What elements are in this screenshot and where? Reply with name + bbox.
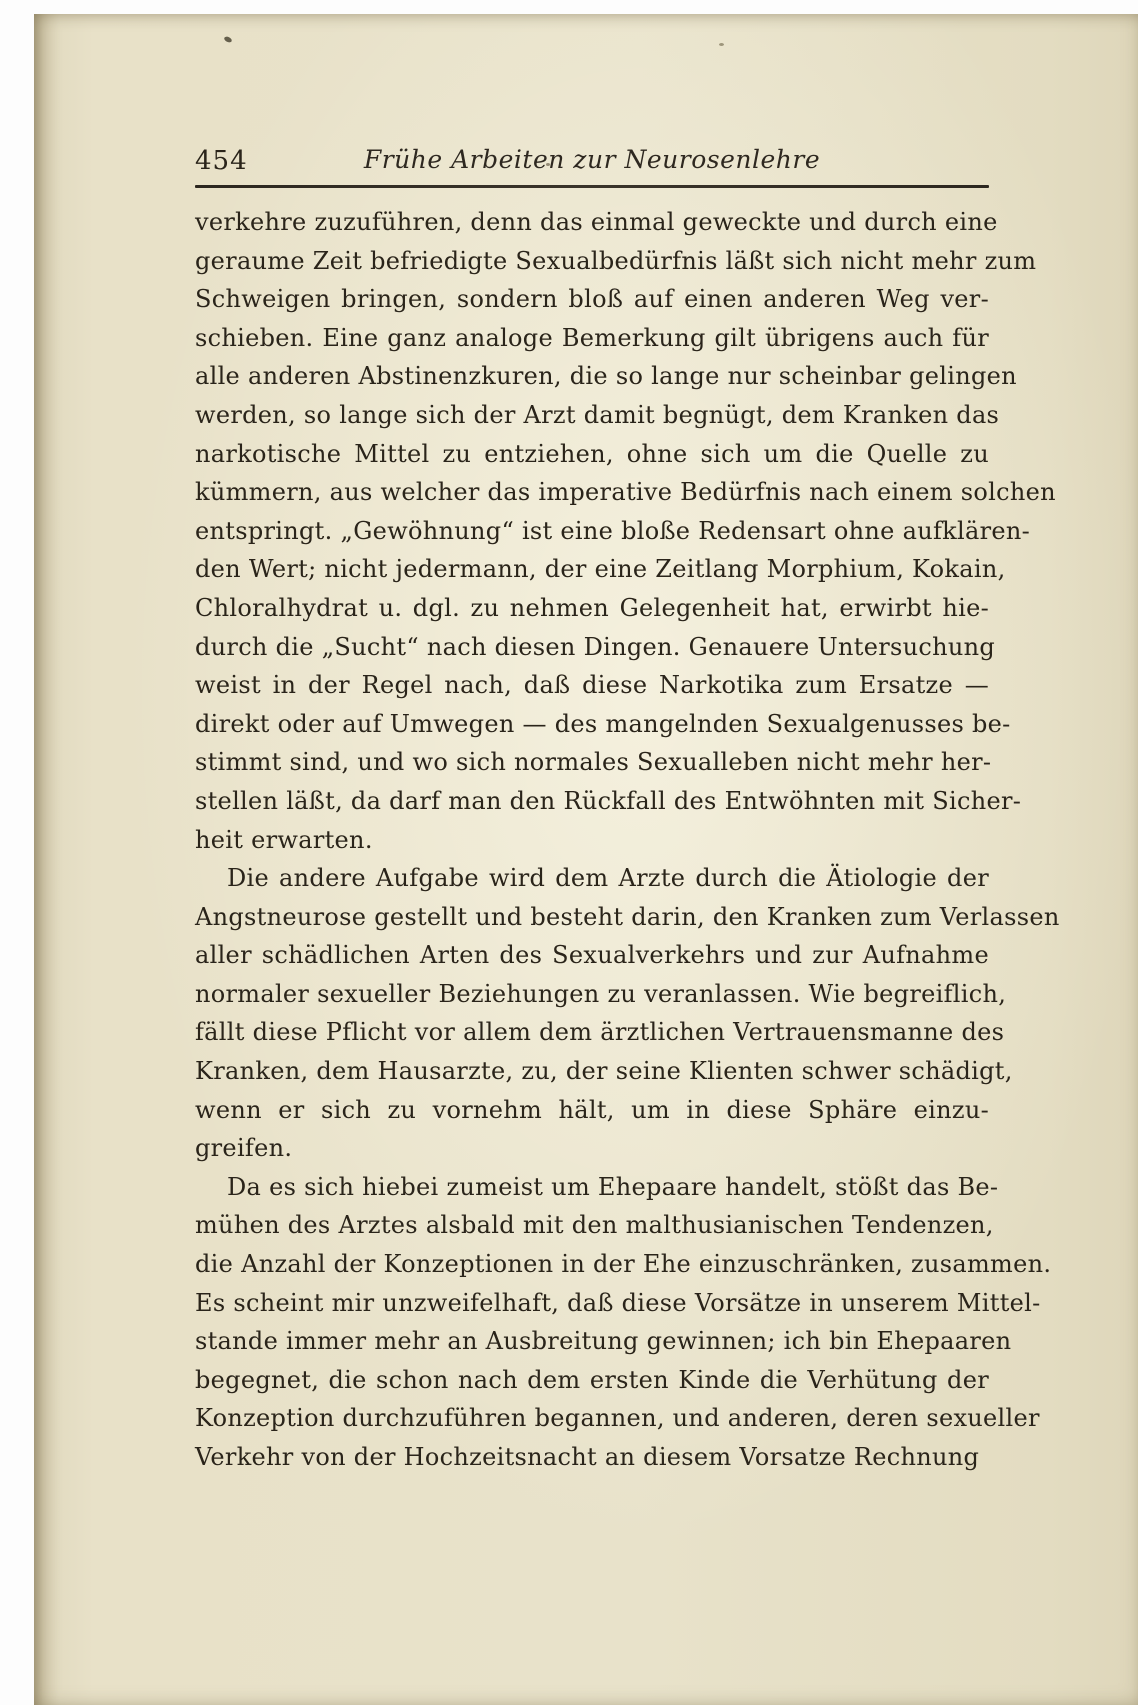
text-line: weist in der Regel nach, daß diese Narkotika zum Ersatze — [195,671,989,700]
page-number: 454 [195,146,248,176]
running-head-title: Frühe Arbeiten zur Neurosenlehre [363,145,821,174]
page-content [195,142,1060,1477]
body-text [195,203,1060,1477]
text-line: direkt oder auf Umwegen — des mangelnden Sexualgenusses be- [195,709,1011,738]
text-line: Angstneurose gestellt und besteht darin, den Kranken zum Verlassen [195,902,1060,931]
text-line: geraume Zeit befriedigte Sexualbedürfnis läßt sich nicht mehr zum [195,246,1037,275]
text-line: stimmt sind, und wo sich normales Sexualleben nicht mehr her- [195,748,992,777]
text-line: den Wert; nicht jedermann, der eine Zeitlang Morphium, Kokain, [195,555,1006,584]
paragraph [195,859,1060,1168]
text-line: fällt diese Pflicht vor allem dem ärztlichen Vertrauensmanne des [195,1018,1005,1047]
text-line: durch die „Sucht“ nach diesen Dingen. Genauere Untersuchung [195,632,996,661]
text-line: narkotische Mittel zu entziehen, ohne sich um die Quelle zu [195,439,989,468]
page-header [195,142,989,176]
header-rule [195,185,989,188]
text-line: Chloralhydrat u. dgl. zu nehmen Gelegenheit hat, erwirbt hie- [195,593,989,622]
text-line: normaler sexueller Beziehungen zu veranlassen. Wie begreiflich, [195,979,1007,1008]
text-line: Konzeption durchzuführen begannen, und anderen, deren sexueller [195,1404,1040,1433]
text-line: greifen. [195,1134,293,1163]
text-line: alle anderen Abstinenzkuren, die so lange nur scheinbar gelingen [195,362,1017,391]
text-line: die Anzahl der Konzeptionen in der Ehe einzuschränken, zusammen. [195,1250,1052,1279]
text-line: stellen läßt, da darf man den Rückfall des Entwöhnten mit Sicher- [195,786,1022,815]
text-line: entspringt. „Gewöhnung“ ist eine bloße Redensart ohne aufklären- [195,516,1031,545]
text-line: verkehre zuzuführen, denn das einmal geweckte und durch eine [195,208,998,236]
text-line: kümmern, aus welcher das imperative Bedürfnis nach einem solchen [195,478,1056,507]
text-line: werden, so lange sich der Arzt damit begnügt, dem Kranken das [195,400,1000,429]
paragraph [195,1168,1052,1477]
paragraph [195,203,1056,859]
text-line: begegnet, die schon nach dem ersten Kinde die Verhütung der [195,1365,989,1394]
text-line: Schweigen bringen, sondern bloß auf einen anderen Weg ver- [195,285,989,314]
text-line: aller schädlichen Arten des Sexualverkehrs und zur Aufnahme [195,941,989,970]
scan-speck [223,36,232,44]
scan-speck [719,43,724,46]
text-line: wenn er sich zu vornehm hält, um in diese Sphäre einzu- [195,1095,989,1124]
text-line: Kranken, dem Hausarzte, zu, der seine Klienten schwer schädigt, [195,1057,1013,1086]
paper-sheet [34,14,1138,1705]
text-line: mühen des Arztes alsbald mit den malthusianischen Tendenzen, [195,1211,994,1240]
text-line: Die andere Aufgabe wird dem Arzte durch die Ätiologie der [227,864,989,893]
text-line: schieben. Eine ganz analoge Bemerkung gilt übrigens auch für [195,323,989,352]
text-line: Es scheint mir unzweifelhaft, daß diese Vorsätze in unserem Mittel- [195,1288,1041,1317]
text-line: Da es sich hiebei zumeist um Ehepaare handelt, stößt das Be- [227,1172,999,1201]
text-line: heit erwarten. [195,825,373,854]
text-line: Verkehr von der Hochzeitsnacht an diesem Vorsatze Rechnung [195,1443,980,1471]
text-line: stande immer mehr an Ausbreitung gewinnen; ich bin Ehepaaren [195,1327,1012,1356]
